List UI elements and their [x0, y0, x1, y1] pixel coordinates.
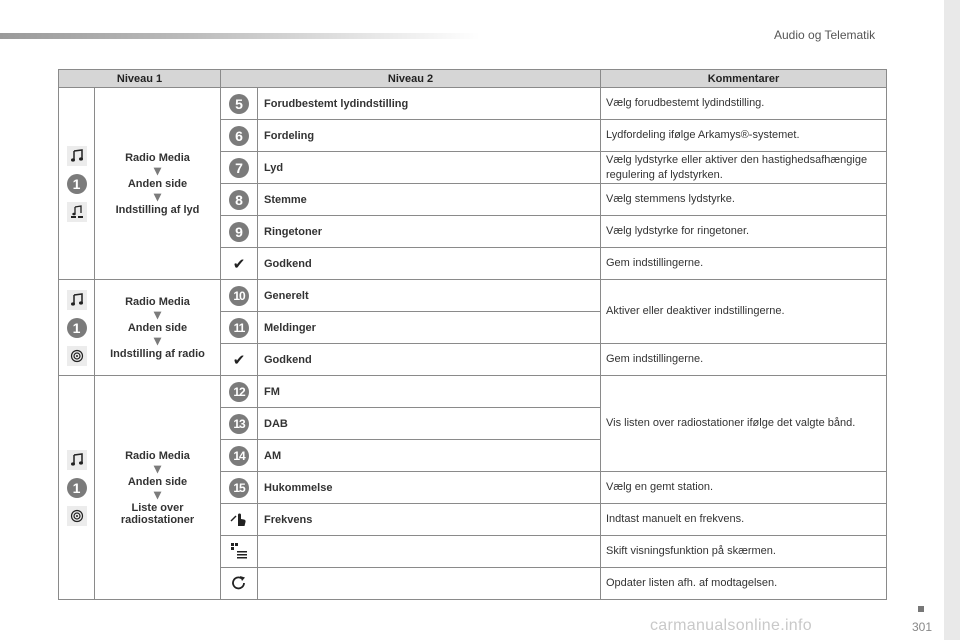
step-number-cell — [221, 408, 258, 440]
sound-settings-icon — [67, 202, 87, 222]
step-badge: 7 — [229, 158, 249, 178]
music-note-icon — [67, 450, 87, 470]
comment-text: Vælg lydstyrke for ringetoner. — [601, 216, 887, 248]
group3-menu-path — [95, 376, 221, 600]
option-label: Lyd — [258, 152, 601, 184]
comment-text: Vælg stemmens lydstyrke. — [601, 184, 887, 216]
step-number-cell — [221, 152, 258, 184]
step-number-cell — [221, 376, 258, 408]
option-label: Forudbestemt lydindstilling — [258, 88, 601, 120]
step-number-cell — [221, 504, 258, 536]
radio-list-icon — [67, 506, 87, 526]
music-note-icon — [67, 290, 87, 310]
arrow-down-icon: ▾ — [153, 161, 162, 178]
comment-text: Vælg forudbestemt lydindstilling. — [601, 88, 887, 120]
group3-icons — [59, 376, 95, 600]
comment-text: Vælg en gemt station. — [601, 472, 887, 504]
step-number-cell — [221, 312, 258, 344]
step-number-cell — [221, 88, 258, 120]
option-label: DAB — [258, 408, 601, 440]
step-badge: 1 — [67, 478, 87, 498]
step-badge: 5 — [229, 94, 249, 114]
comment-text: Vælg lydstyrke eller aktiver den hastighedsafhængige regulering af lydstyrken. — [601, 152, 887, 184]
step-number-cell — [221, 536, 258, 568]
radio-settings-icon — [67, 346, 87, 366]
menu-step-radio-media: Radio Media — [125, 449, 190, 462]
table-header-row — [59, 70, 887, 88]
step-badge: 10 — [229, 286, 249, 306]
section-title: Audio og Telematik — [774, 28, 876, 42]
step-number-cell — [221, 280, 258, 312]
menu-step-radio-media: Radio Media — [125, 295, 190, 308]
menu-step-anden-side: Anden side — [127, 321, 188, 334]
checkmark-icon: ✔ — [232, 351, 246, 369]
step-number-cell — [221, 344, 258, 376]
menu-step-anden-side: Anden side — [127, 177, 188, 190]
option-label — [258, 536, 601, 568]
group1-icons — [59, 88, 95, 280]
header-kommentarer: Kommentarer — [601, 70, 887, 88]
refresh-icon — [229, 573, 249, 593]
table-row — [59, 280, 887, 312]
step-number-cell — [221, 568, 258, 600]
option-label: Frekvens — [258, 504, 601, 536]
menu-step-anden-side: Anden side — [127, 475, 188, 488]
header-niveau-2: Niveau 2 — [221, 70, 601, 88]
arrow-down-icon: ▾ — [153, 305, 162, 322]
step-number-cell — [221, 120, 258, 152]
step-number-cell — [221, 184, 258, 216]
comment-text: Vis listen over radiostationer ifølge det valgte bånd. — [601, 376, 887, 472]
step-badge: 6 — [229, 126, 249, 146]
display-mode-icon — [229, 541, 249, 561]
step-badge: 11 — [229, 318, 249, 338]
step-badge: 13 — [229, 414, 249, 434]
table-row — [59, 88, 887, 120]
menu-step-indstilling-radio: Indstilling af radio — [110, 347, 205, 360]
step-badge: 1 — [67, 318, 87, 338]
arrow-down-icon: ▾ — [153, 331, 162, 348]
step-badge: 8 — [229, 190, 249, 210]
group1-menu-path — [95, 88, 221, 280]
comment-text: Lydfordeling ifølge Arkamys®-systemet. — [601, 120, 887, 152]
option-label: Godkend — [258, 344, 601, 376]
comment-text: Aktiver eller deaktiver indstillingerne. — [601, 280, 887, 344]
option-label: Godkend — [258, 248, 601, 280]
step-badge: 9 — [229, 222, 249, 242]
header-niveau-1: Niveau 1 — [59, 70, 221, 88]
arrow-down-icon: ▾ — [153, 187, 162, 204]
group2-icons — [59, 280, 95, 376]
option-label: Fordeling — [258, 120, 601, 152]
page-marker — [918, 606, 924, 612]
option-label: AM — [258, 440, 601, 472]
menu-step-radiostationer: Liste over radiostationer — [120, 501, 195, 526]
step-number-cell — [221, 472, 258, 504]
step-number-cell — [221, 248, 258, 280]
page-edge-strip — [944, 0, 960, 640]
option-label — [258, 568, 601, 600]
comment-text: Gem indstillingerne. — [601, 248, 887, 280]
step-badge: 1 — [67, 174, 87, 194]
table-row — [59, 376, 887, 408]
checkmark-icon: ✔ — [232, 255, 246, 273]
hand-frequency-icon — [229, 509, 249, 529]
arrow-down-icon: ▾ — [153, 485, 162, 502]
menu-step-indstilling-lyd: Indstilling af lyd — [115, 203, 200, 216]
step-number-cell — [221, 216, 258, 248]
option-label: Hukommelse — [258, 472, 601, 504]
group2-menu-path — [95, 280, 221, 376]
comment-text: Opdater listen afh. af modtagelsen. — [601, 568, 887, 600]
option-label: Meldinger — [258, 312, 601, 344]
music-note-icon — [67, 146, 87, 166]
watermark: carmanualsonline.info — [650, 617, 812, 634]
step-number-cell — [221, 440, 258, 472]
comment-text: Indtast manuelt en frekvens. — [601, 504, 887, 536]
comment-text: Skift visningsfunktion på skærmen. — [601, 536, 887, 568]
comment-text: Gem indstillingerne. — [601, 344, 887, 376]
arrow-down-icon: ▾ — [153, 459, 162, 476]
page-number: 301 — [912, 620, 933, 634]
option-label: Generelt — [258, 280, 601, 312]
option-label: Ringetoner — [258, 216, 601, 248]
step-badge: 12 — [229, 382, 249, 402]
step-badge: 14 — [229, 446, 249, 466]
option-label: Stemme — [258, 184, 601, 216]
menu-table — [58, 69, 887, 600]
option-label: FM — [258, 376, 601, 408]
header-gradient-bar — [0, 33, 480, 39]
step-badge: 15 — [229, 478, 249, 498]
menu-step-radio-media: Radio Media — [125, 151, 190, 164]
